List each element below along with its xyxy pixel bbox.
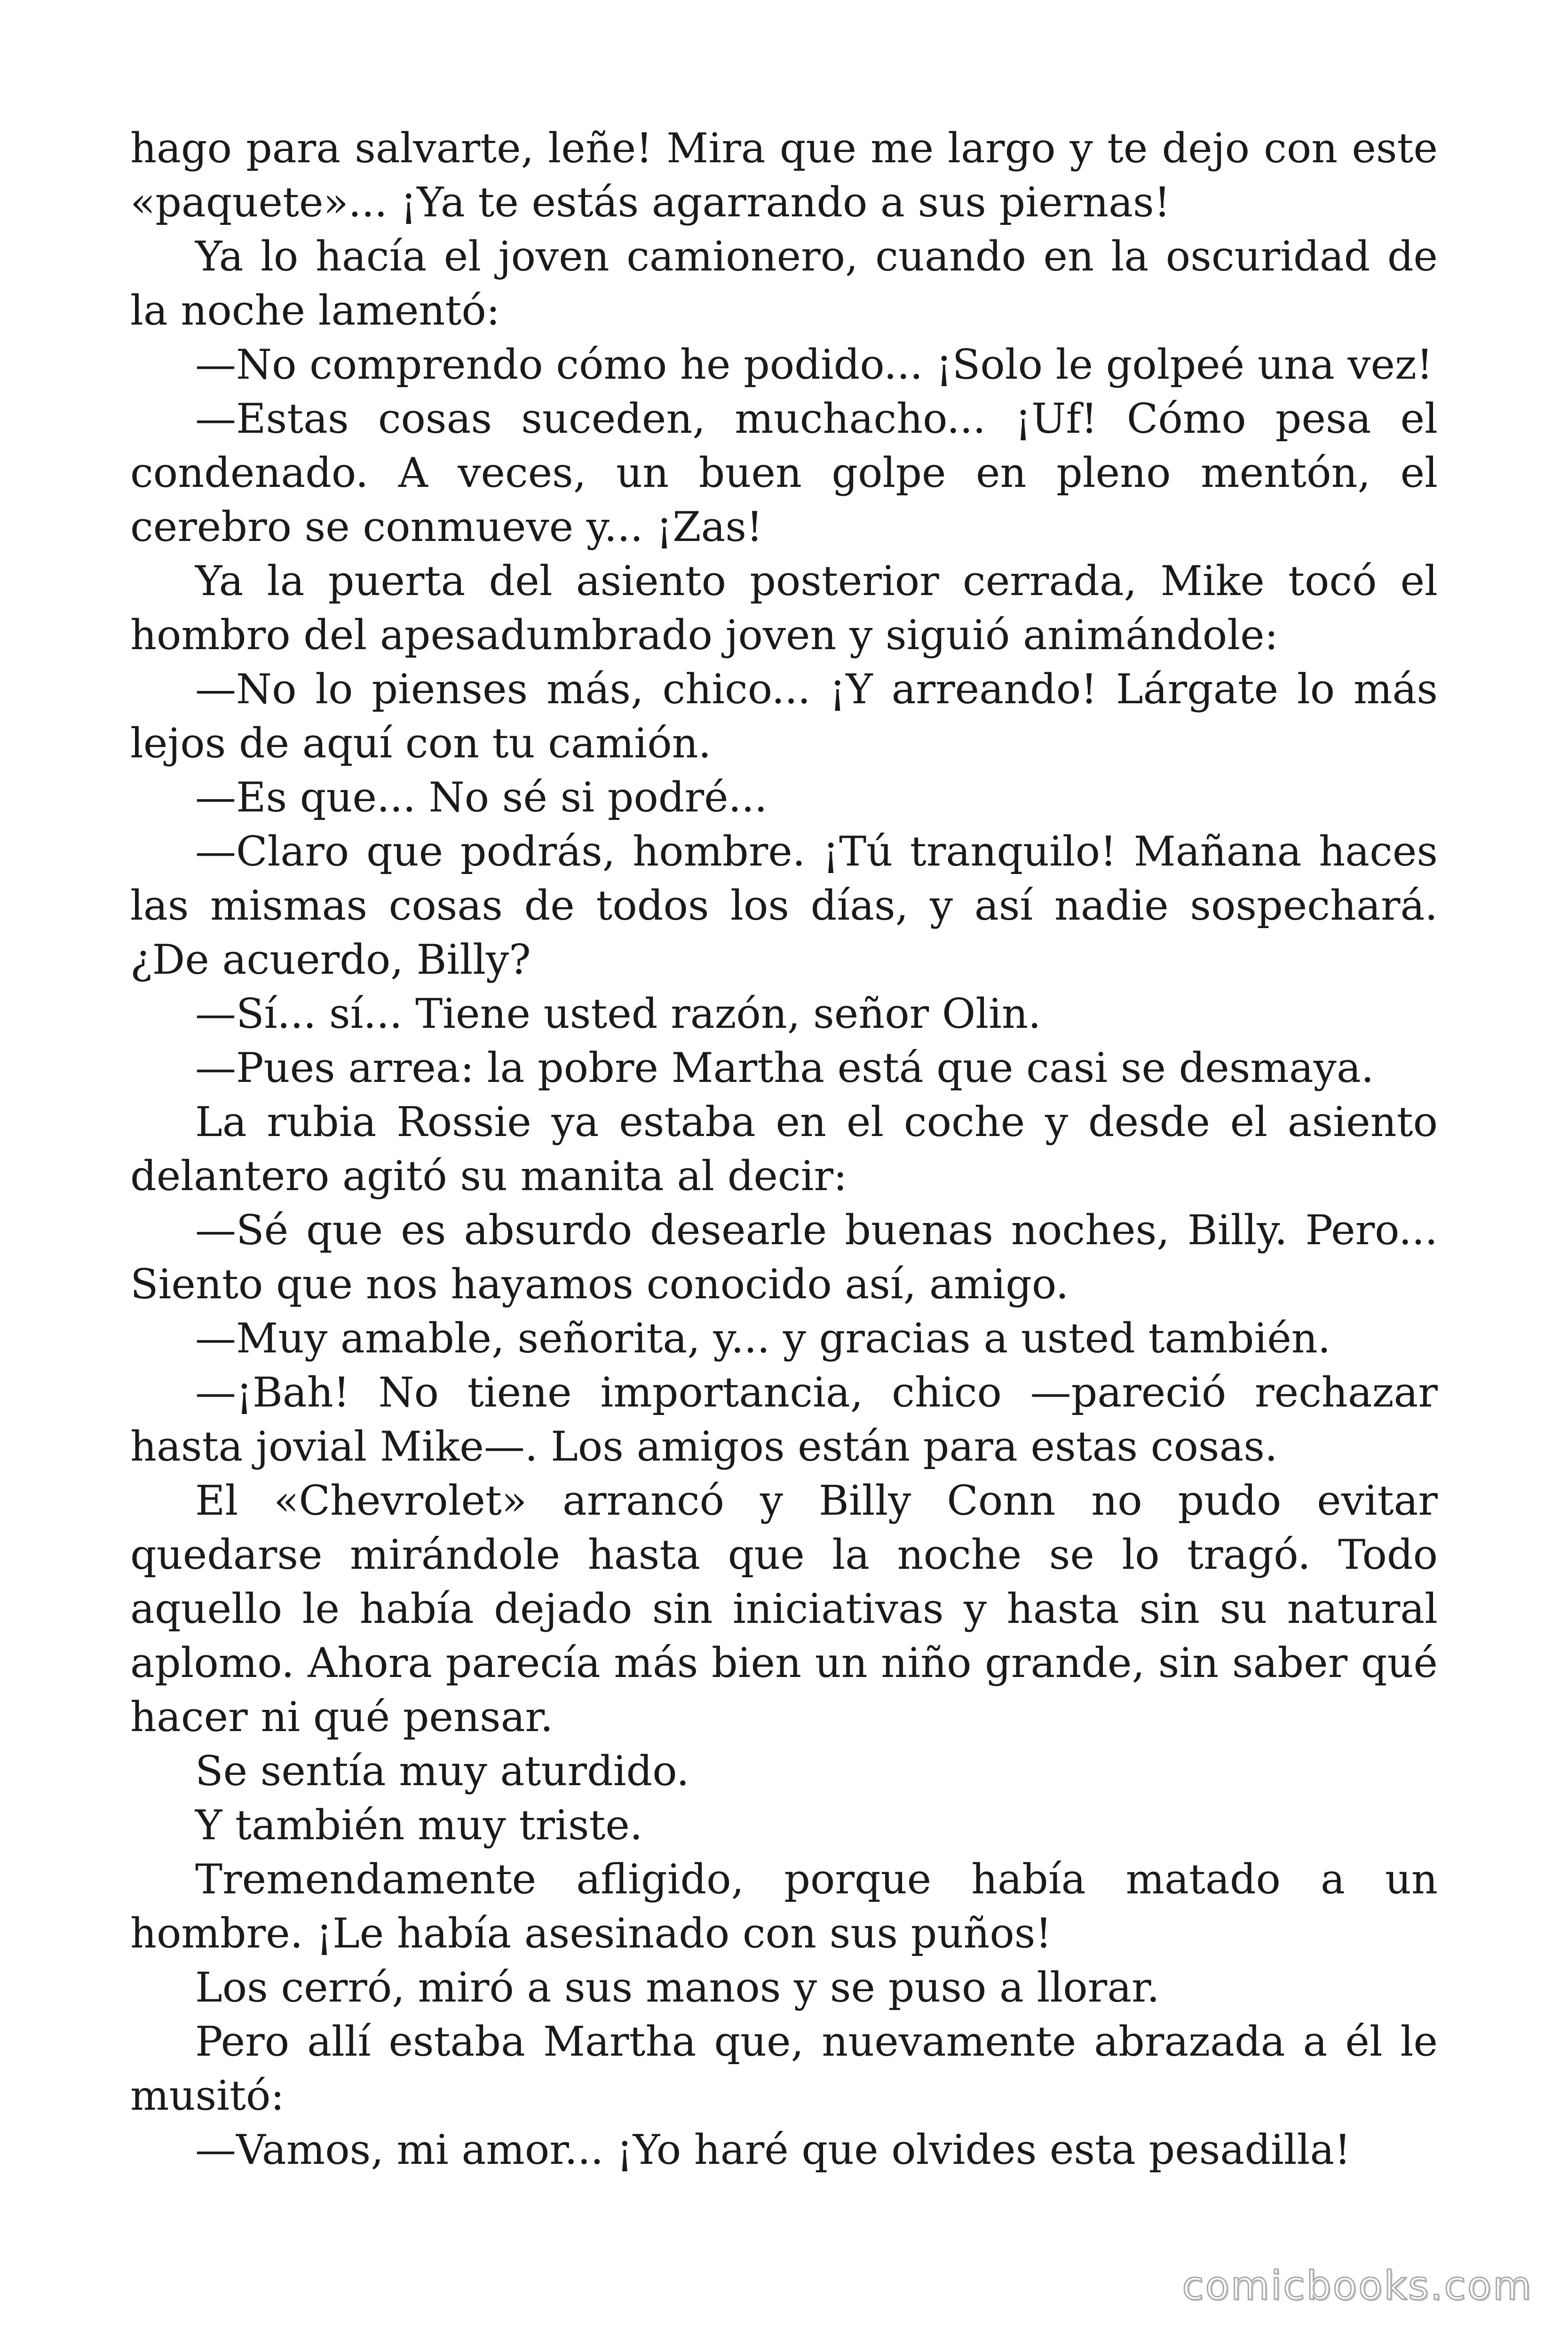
paragraph-13: —Muy amable, señorita, y... y gracias a usted también. [195, 1314, 1331, 1362]
paragraph-7: —Es que... No sé si podré... [195, 773, 768, 821]
body-text [130, 121, 1438, 2177]
paragraph-6: —No lo pienses más, chico... ¡Y arreando! Lárgate lo más lejos de aquí con tu camión. [130, 665, 1438, 767]
paragraph-5: Ya la puerta del asiento posterior cerrada, Mike tocó el hombro del apesadumbrado joven y siguió animándole: [130, 557, 1438, 659]
paragraph-16: Se sentía muy aturdido. [195, 1747, 689, 1795]
paragraph-12: —Sé que es absurdo desearle buenas noches, Billy. Pero... Siento que nos hayamos conocido así, amigo. [130, 1206, 1438, 1308]
paragraph-10: —Pues arrea: la pobre Martha está que casi se desmaya. [195, 1044, 1374, 1092]
paragraph-21: —Vamos, mi amor... ¡Yo haré que olvides esta pesadilla! [195, 2126, 1351, 2174]
paragraph-4: —Estas cosas suceden, muchacho... ¡Uf! Cómo pesa el condenado. A veces, un buen golpe en pleno mentón, el cerebro se conmueve y... ¡Zas! [130, 395, 1438, 551]
paragraph-14: —¡Bah! No tiene importancia, chico —pareció rechazar hasta jovial Mike—. Los amigos están para estas cosas. [130, 1368, 1438, 1470]
paragraph-9: —Sí... sí... Tiene usted razón, señor Olin. [195, 990, 1041, 1038]
paragraph-19: Los cerró, miró a sus manos y se puso a llorar. [195, 1963, 1160, 2011]
paragraph-3: —No comprendo cómo he podido... ¡Solo le golpeé una vez! [195, 341, 1433, 389]
paragraph-8: —Claro que podrás, hombre. ¡Tú tranquilo! Mañana haces las mismas cosas de todos los días, y así nadie sospechará. ¿De acuerdo, Billy? [130, 827, 1438, 984]
paragraph-11: La rubia Rossie ya estaba en el coche y desde el asiento delantero agitó su manita al decir: [130, 1098, 1438, 1200]
paragraph-17: Y también muy triste. [195, 1801, 643, 1849]
paragraph-15: El «Chevrolet» arrancó y Billy Conn no pudo evitar quedarse mirándole hasta que la noche se lo tragó. Todo aquello le había dejado sin iniciativas y hasta sin su natural aplomo. Ahora parecía más bien un niño grande, sin saber qué hacer ni qué pensar. [130, 1477, 1438, 1741]
paragraph-20: Pero allí estaba Martha que, nuevamente abrazada a él le musitó: [130, 2018, 1438, 2120]
paragraph-18: Tremendamente afligido, porque había matado a un hombre. ¡Le había asesinado con sus puños! [130, 1855, 1438, 1957]
paragraph-2: Ya lo hacía el joven camionero, cuando en la oscuridad de la noche lamentó: [130, 232, 1438, 334]
paragraph-1: hago para salvarte, leñe! Mira que me largo y te dejo con este «paquete»... ¡Ya te estás agarrando a sus piernas! [130, 124, 1438, 226]
watermark: comicbooks.com [1182, 2263, 1533, 2309]
